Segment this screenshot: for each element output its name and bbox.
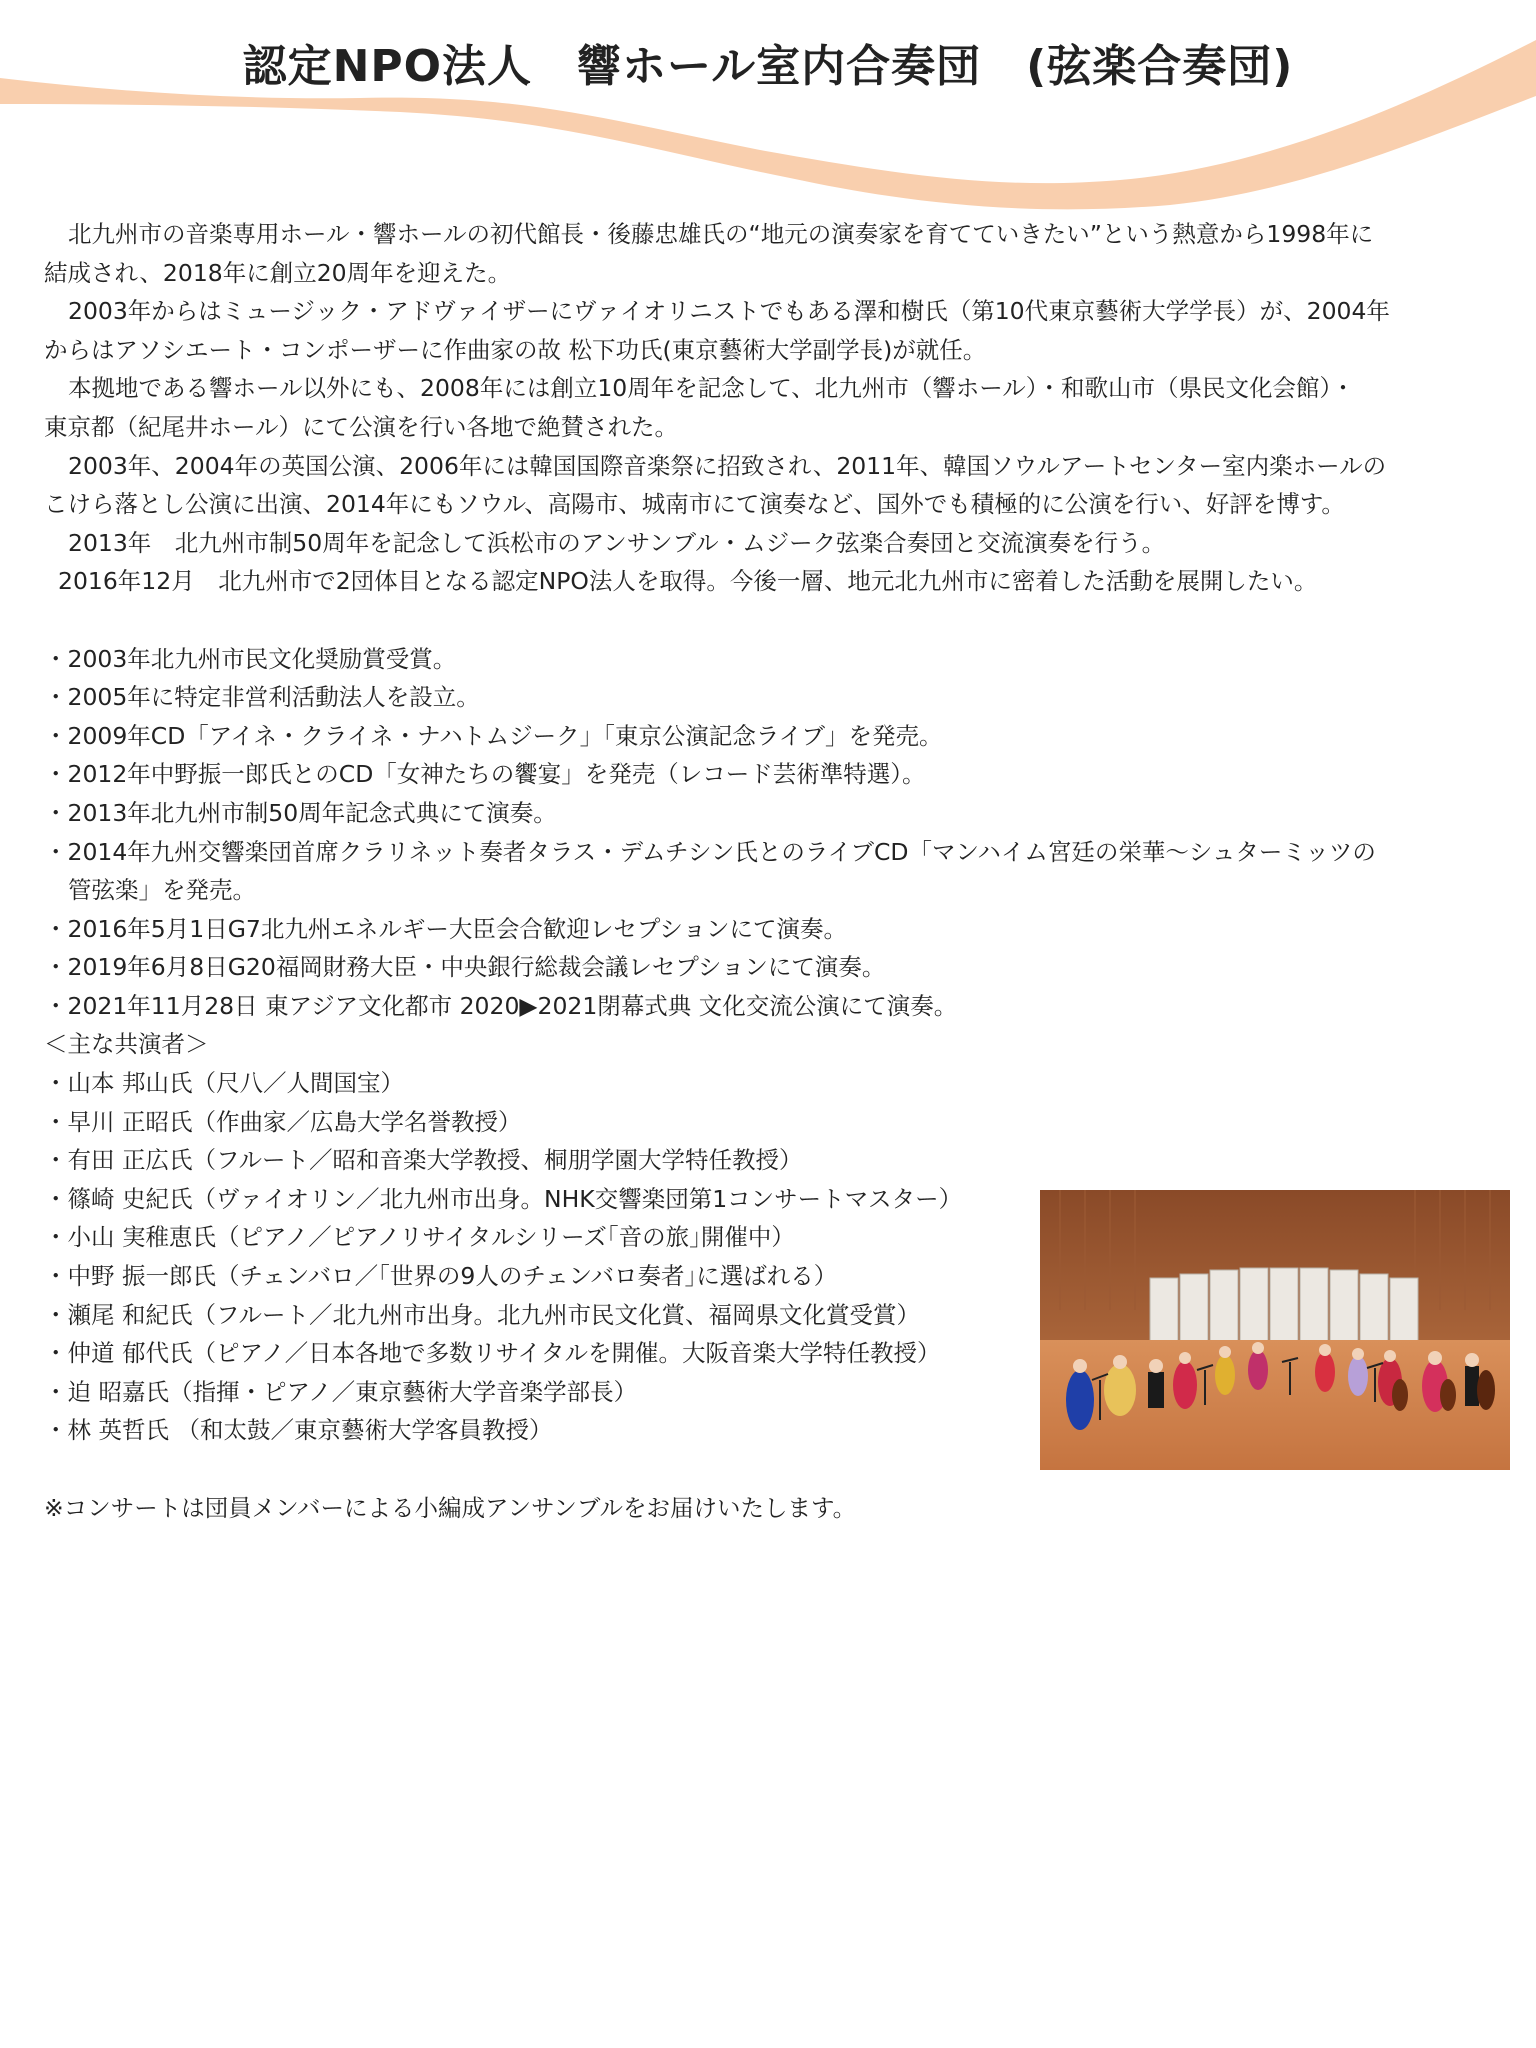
performer-item: ・小山 実稚恵氏（ピアノ／ピアノリサイタルシリーズ｢音の旅｣開催中） — [44, 1223, 795, 1252]
achievement-item: ・2005年に特定非営利活動法人を設立。 — [44, 683, 480, 712]
section-spacer — [44, 601, 1504, 640]
performer-item: ・中野 振一郎氏（チェンバロ／｢世界の9人のチェンバロ奏者｣に選ばれる） — [44, 1262, 838, 1291]
achievement-item: ・2003年北九州市民文化奨励賞受賞。 — [44, 644, 457, 673]
achievement-item: ・2013年北九州市制50周年記念式典にて演奏。 — [44, 798, 557, 827]
intro-paragraph: 本拠地である響ホール以外にも、2008年には創立10周年を記念して、北九州市（響ホール）・和歌山市（県民文化会館）・ — [68, 374, 1355, 403]
achievement-item: ・2012年中野振一郎氏とのCD「女神たちの饗宴」を発売（レコード芸術準特選）。 — [44, 760, 926, 789]
intro-paragraph: 北九州市の音楽専用ホール・響ホールの初代館長・後藤忠雄氏の“地元の演奏家を育てていきたい”という熱意から1998年に — [68, 220, 1374, 248]
ensemble-photo — [1040, 1190, 1510, 1470]
performer-item: ・林 英哲氏 （和太鼓／東京藝術大学客員教授） — [44, 1416, 553, 1445]
performer-item: ・仲道 郁代氏（ピアノ／日本各地で多数リサイタルを開催。大阪音楽大学特任教授） — [44, 1339, 941, 1368]
intro-paragraph: こけら落とし公演に出演、2014年にもソウル、高陽市、城南市にて演奏など、国外でも積極的に公演を行い、好評を博す。 — [44, 490, 1345, 519]
performer-item: ・篠崎 史紀氏（ヴァイオリン／北九州市出身。NHK交響楽団第1コンサートマスター） — [44, 1184, 963, 1213]
intro-paragraph: 結成され、2018年に創立20周年を迎えた。 — [44, 258, 512, 287]
intro-paragraph: 東京都（紀尾井ホール）にて公演を行い各地で絶賛された。 — [44, 412, 679, 441]
performer-item: ・有田 正広氏（フルート／昭和音楽大学教授、桐朋学園大学特任教授） — [44, 1146, 803, 1175]
performer-item: ・迫 昭嘉氏（指揮・ピアノ／東京藝術大学音楽学部長） — [44, 1377, 638, 1406]
achievement-item: ・2009年CD「アイネ・クライネ・ナハトムジーク」「東京公演記念ライブ」を発売。 — [44, 721, 943, 750]
achievement-item: 管弦楽」を発売。 — [68, 876, 256, 905]
ensemble-photo-illustration — [1040, 1190, 1510, 1470]
achievement-item: ・2021年11月28日 東アジア文化都市 2020▶2021閉幕式典 文化交流公演にて演奏。 — [44, 991, 958, 1020]
performer-item: ・早川 正昭氏（作曲家／広島大学名誉教授） — [44, 1107, 522, 1136]
performer-item: ・瀬尾 和紀氏（フルート／北九州市出身。北九州市民文化賞、福岡県文化賞受賞） — [44, 1300, 921, 1329]
performers-heading: ＜主な共演者＞ — [44, 1030, 209, 1059]
page-title: 認定NPO法人 響ホール室内合奏団 (弦楽合奏団) — [242, 41, 1294, 92]
achievement-item: ・2016年5月1日G7北九州エネルギー大臣会合歓迎レセプションにて演奏。 — [44, 914, 847, 943]
intro-paragraph: 2016年12月 北九州市で2団体目となる認定NPO法人を取得。今後一層、地元北九州市に密着した活動を展開したい。 — [58, 567, 1318, 596]
performer-item: ・山本 邦山氏（尺八／人間国宝） — [44, 1069, 404, 1098]
concert-note: ※コンサートは団員メンバーによる小編成アンサンブルをお届けいたします。 — [44, 1493, 857, 1522]
achievement-item: ・2019年6月8日G20福岡財務大臣・中央銀行総裁会議レセプションにて演奏。 — [44, 953, 886, 982]
intro-paragraph: からはアソシエート・コンポーザーに作曲家の故 松下功氏(東京藝術大学副学長)が就任。 — [44, 335, 987, 364]
intro-paragraph: 2003年からはミュージック・アドヴァイザーにヴァイオリニストでもある澤和樹氏（第10代東京藝術大学学長）が、2004年 — [68, 297, 1390, 326]
intro-paragraph: 2003年、2004年の英国公演、2006年には韓国国際音楽祭に招致され、2011年、韓国ソウルアートセンター室内楽ホールの — [68, 451, 1387, 480]
achievement-item: ・2014年九州交響楽団首席クラリネット奏者タラス・デムチシン氏とのライブCD「マンハイム宮廷の栄華〜シュターミッツの — [44, 837, 1376, 866]
intro-paragraph: 2013年 北九州市制50周年を記念して浜松市のアンサンブル・ムジーク弦楽合奏団と交流演奏を行う。 — [68, 528, 1166, 557]
